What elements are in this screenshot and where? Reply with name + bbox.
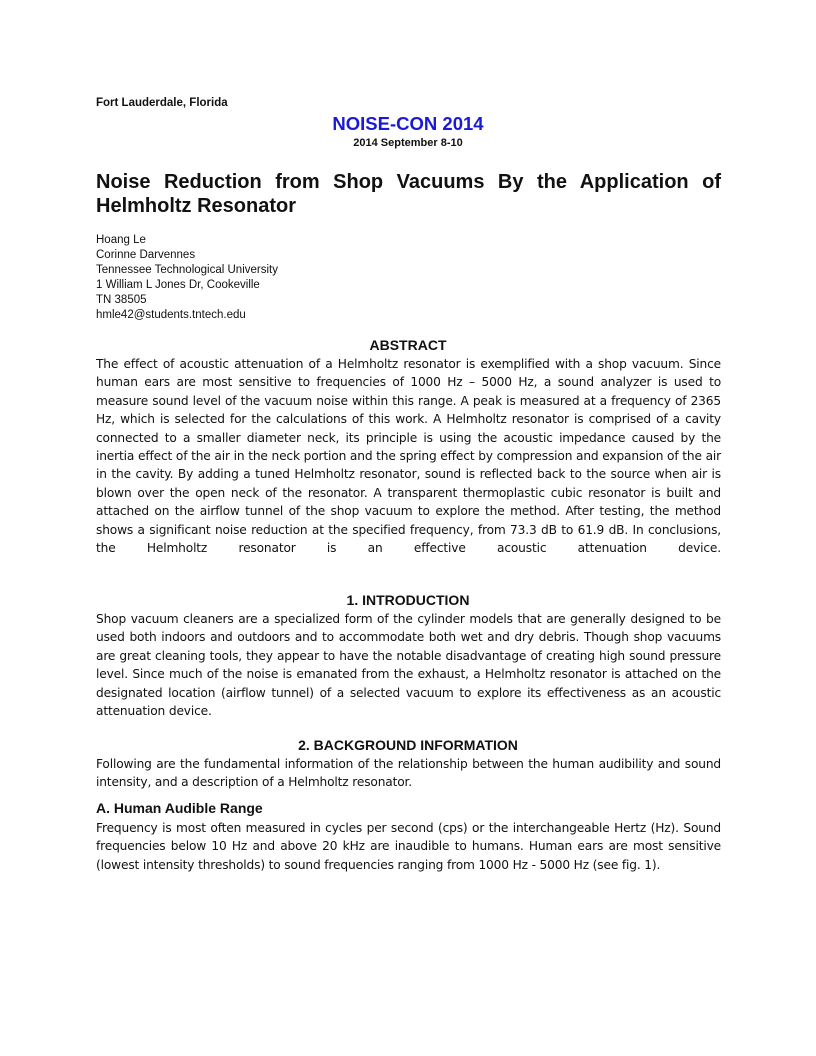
paper-title: Noise Reduction from Shop Vacuums By the Application of Helmholtz Resonator xyxy=(96,171,721,217)
author-email: hmle42@students.tntech.edu xyxy=(96,309,246,321)
author-address: TN 38505 xyxy=(96,294,147,306)
abstract-heading: ABSTRACT xyxy=(369,337,447,353)
human-audible-range-heading: A. Human Audible Range xyxy=(96,800,263,816)
author-name: Corinne Darvennes xyxy=(96,249,196,261)
introduction-heading: 1. INTRODUCTION xyxy=(346,592,470,608)
abstract-text: The effect of acoustic attenuation of a Helmholtz resonator is exemplified with a shop vacuum. Since human ears are most sensitive to frequencies of 1000 Hz – 5000 Hz, a sound analyzer is used to measure sound level of the vacuum noise within this range. A peak is measured at a frequency of 2365 Hz, which is selected for the calculations of this work. A Helmholtz resonator is comprised of a cavity connected to a smaller diameter neck, its principle is using the acoustic impedance caused by the inertia effect of the air in the neck portion and the spring effect by compression and expansion of the air in the cavity. By adding a tuned Helmholtz resonator, sound is reflected back to the source when air is blown over the open neck of the resonator. A transparent thermoplastic cubic resonator is built and attached on the airflow tunnel of the shop vacuum to explore the method. After testing, the method shows a significant noise reduction at the specified frequency, from 73.3 dB to 61.9 dB. In conclusions, the Helmholtz resonator is an effective acoustic attenuation device. xyxy=(96,357,721,556)
background-heading: 2. BACKGROUND INFORMATION xyxy=(298,737,518,753)
human-audible-range-text: Frequency is most often measured in cycles per second (cps) or the interchangeable Hertz (Hz). Sound frequencies below 10 Hz and above 20 kHz are inaudible to humans. Human ears are most sensitive (lowest intensity thresholds) to sound frequencies ranging from 1000 Hz - 5000 Hz (see fig. 1). xyxy=(96,821,721,872)
author-address: 1 William L Jones Dr, Cookeville xyxy=(96,279,260,291)
author-affiliation: Tennessee Technological University xyxy=(96,264,278,276)
author-block xyxy=(96,233,278,323)
conference-location: Fort Lauderdale, Florida xyxy=(96,97,228,109)
conference-name: NOISE-CON 2014 xyxy=(332,113,484,134)
conference-date: 2014 September 8-10 xyxy=(353,137,463,149)
introduction-text: Shop vacuum cleaners are a specialized form of the cylinder models that are generally designed to be used both indoors and outdoors and to accommodate both wet and dry debris. Though shop vacuums are great cleaning tools, they appear to have the notable disadvantage of creating high sound pressure level. Since much of the noise is emanated from the exhaust, a Helmholtz resonator is attached on the designated location (airflow tunnel) of a selected vacuum to explore its effectiveness as an acoustic attenuation device. xyxy=(96,612,721,719)
author-name: Hoang Le xyxy=(96,234,146,246)
background-text: Following are the fundamental information of the relationship between the human audibility and sound intensity, and a description of a Helmholtz resonator. xyxy=(96,757,721,790)
